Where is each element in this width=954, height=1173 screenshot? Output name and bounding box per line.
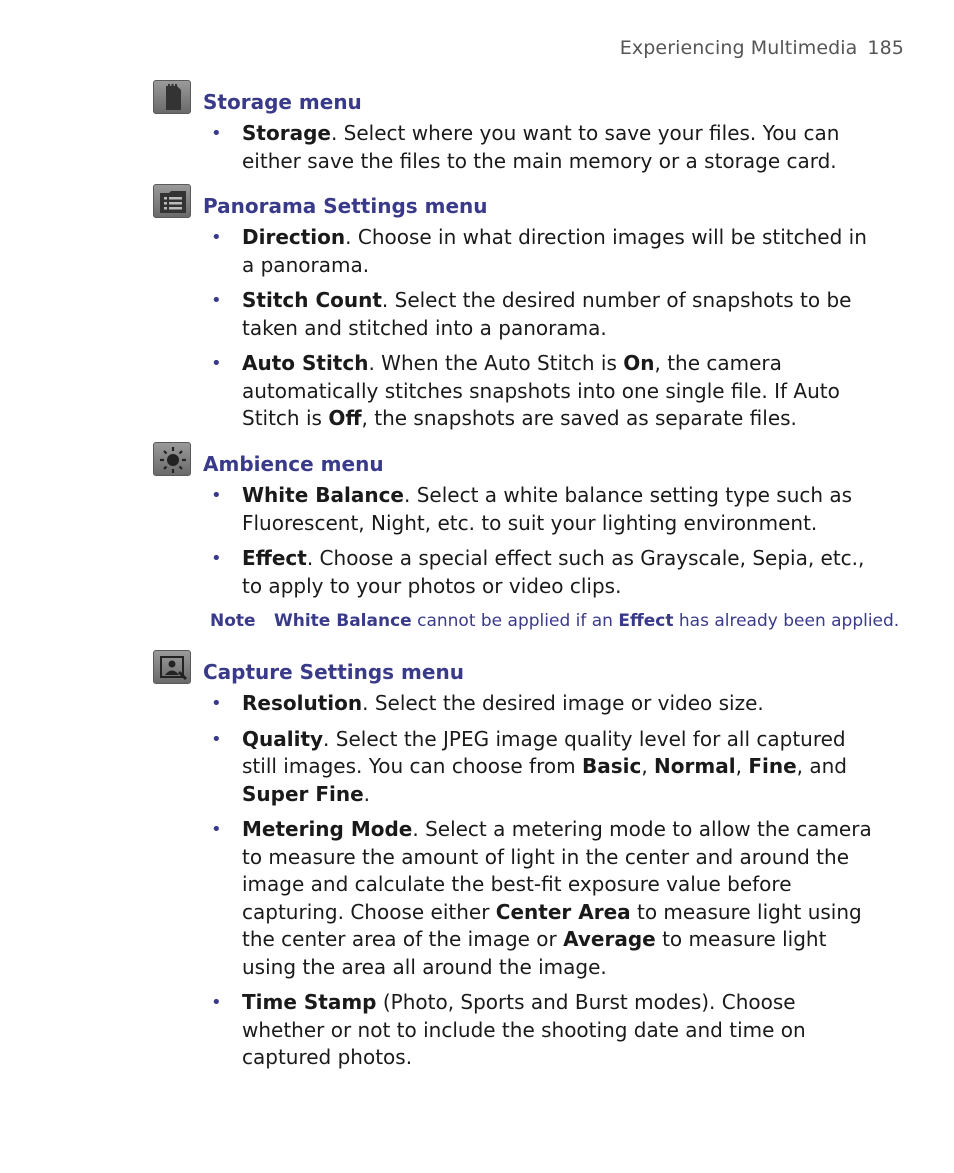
list-item: • Direction. Choose in what direction images will be stitched in a panorama. bbox=[211, 225, 867, 277]
panorama-settings-section bbox=[153, 184, 883, 441]
sun-icon bbox=[153, 442, 191, 476]
ambience-menu-section bbox=[153, 442, 883, 608]
storage-menu-section bbox=[153, 80, 883, 183]
capture-settings-section bbox=[153, 650, 883, 1080]
note: Note White Balance cannot be applied if an Effect has already been applied. bbox=[210, 611, 900, 631]
list-item: • Time Stamp (Photo, Sports and Burst modes). Choose whether or not to include the shooting date and time on captured photos. bbox=[211, 990, 806, 1069]
page-number: 185 bbox=[867, 37, 904, 59]
running-title: Experiencing Multimedia bbox=[619, 37, 858, 59]
section-title: Storage menu bbox=[203, 90, 362, 114]
section-title: Ambience menu bbox=[203, 452, 384, 476]
list-item: • Storage. Select where you want to save your files. You can either save the files to the main memory or a storage card. bbox=[211, 121, 840, 173]
storage-card-icon bbox=[153, 80, 191, 114]
capture-settings-icon bbox=[153, 650, 191, 684]
list-item: • Effect. Choose a special effect such as Grayscale, Sepia, etc., to apply to your photos or video clips. bbox=[211, 546, 865, 598]
list-item: • Stitch Count. Select the desired number of snapshots to be taken and stitched into a panorama. bbox=[211, 288, 852, 340]
list-item: • Resolution. Select the desired image or video size. bbox=[211, 691, 764, 715]
page-header bbox=[620, 37, 904, 59]
list-icon bbox=[153, 184, 191, 218]
note-label: Note bbox=[210, 611, 256, 631]
list-item: • Auto Stitch. When the Auto Stitch is On, the camera automatically stitches snapshots into one single file. If Auto Stitch is Off, the snapshots are saved as separate files. bbox=[211, 351, 840, 430]
list-item: • White Balance. Select a white balance setting type such as Fluorescent, Night, etc. to suit your lighting environment. bbox=[211, 483, 853, 535]
section-title: Capture Settings menu bbox=[203, 660, 464, 684]
list-item: • Quality. Select the JPEG image quality level for all captured still images. You can choose from Basic, Normal, Fine, and Super Fine. bbox=[211, 726, 847, 806]
list-item: • Metering Mode. Select a metering mode to allow the camera to measure the amount of light in the center and around the image and calculate the best-fit exposure value before capturing. Choose either Center Area to measure light using the center area of the image or Average to measure light using the area all around the image. bbox=[211, 817, 872, 979]
section-title: Panorama Settings menu bbox=[203, 194, 488, 218]
